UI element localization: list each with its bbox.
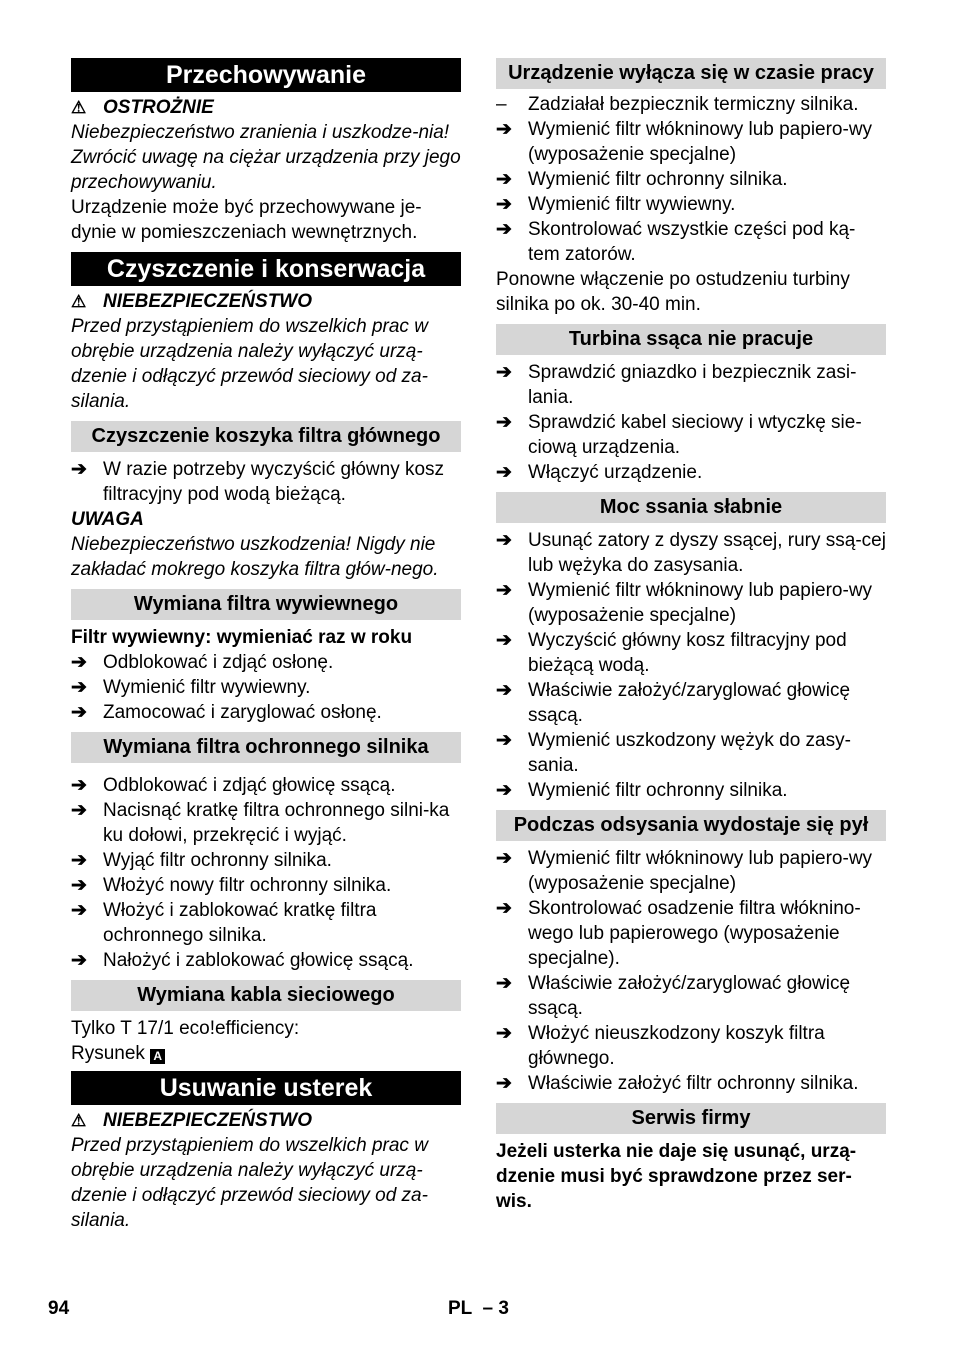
- list-item: ➔ Właściwie założyć/zaryglować głowicę ssącą.: [496, 973, 851, 1019]
- list-item: ➔ Wyczyścić główny kosz filtracyjny pod bieżącą wodą.: [496, 630, 847, 676]
- subsection-title-dust: Podczas odsysania wydostaje się pył: [496, 810, 886, 841]
- subsection-title-suction: Moc ssania słabnie: [496, 492, 886, 523]
- subsection-title-shutoff: Urządzenie wyłącza się w czasie pracy: [496, 58, 886, 89]
- exhaust-subtitle: Filtr wywiewny: wymieniać raz w roku: [71, 627, 413, 648]
- list-item: ➔ Wyjąć filtr ochronny silnika.: [71, 850, 332, 871]
- caution-text: Niebezpieczeństwo zranienia i uszkodze-nia! Zwrócić uwagę na ciężar urządzenia przy jego przechowywaniu.: [71, 122, 461, 193]
- list-item: ➔ Zamocować i zaryglować osłonę.: [71, 702, 382, 723]
- shutoff-text: Ponowne włączenie po ostudzeniu turbiny silnika po ok. 30-40 min.: [496, 269, 850, 315]
- arrow-icon: ➔: [71, 900, 87, 921]
- cable-line-1: Tylko T 17/1 eco!efficiency:: [71, 1018, 300, 1039]
- arrow-icon: ➔: [496, 462, 512, 483]
- arrow-icon: ➔: [496, 973, 512, 994]
- arrow-icon: ➔: [496, 219, 512, 240]
- section-title-storage: Przechowywanie: [71, 58, 461, 92]
- arrow-icon: ➔: [496, 730, 512, 751]
- list-item: ➔ Właściwie założyć/zaryglować głowicę ssącą.: [496, 680, 851, 726]
- warning-icon: ⚠: [71, 1111, 87, 1130]
- arrow-icon: ➔: [496, 194, 512, 215]
- subsection-title-motor-filter: Wymiana filtra ochronnego silnika: [71, 732, 461, 763]
- note-text: Niebezpieczeństwo uszkodzenia! Nigdy nie zakładać mokrego koszyka filtra głów-nego.: [71, 534, 439, 580]
- arrow-icon: ➔: [71, 459, 87, 480]
- list-item: ➔ Odblokować i zdjąć głowicę ssącą.: [71, 775, 396, 796]
- section-title-troubleshooting: Usuwanie usterek: [71, 1071, 461, 1105]
- list-item: ➔ Wymienić filtr włókninowy lub papiero-wy (wyposażenie specjalne): [496, 848, 873, 894]
- arrow-icon: ➔: [71, 702, 87, 723]
- arrow-icon: ➔: [496, 412, 512, 433]
- subsection-title-basket: Czyszczenie koszyka filtra głównego: [71, 421, 461, 452]
- arrow-icon: ➔: [496, 169, 512, 190]
- arrow-icon: ➔: [71, 775, 87, 796]
- list-item: ➔ Wymienić filtr włókninowy lub papiero-wy (wyposażenie specjalne): [496, 580, 873, 626]
- arrow-icon: ➔: [496, 119, 512, 140]
- danger-label: NIEBEZPIECZEŃSTWO: [103, 1110, 313, 1131]
- danger-text: Przed przystąpieniem do wszelkich prac w obrębie urządzenia należy wyłączyć urzą-dzenie i odłączyć przewód sieciowy od za-silania.: [71, 316, 428, 412]
- arrow-icon: ➔: [71, 677, 87, 698]
- warning-icon: ⚠: [71, 292, 87, 311]
- arrow-icon: ➔: [496, 898, 512, 919]
- list-item: ➔ Włożyć nieuszkodzony koszyk filtra głównego.: [496, 1023, 825, 1069]
- list-item: ➔ Sprawdzić gniazdko i bezpiecznik zasi-lania.: [496, 362, 857, 408]
- list-item: ➔ Usunąć zatory z dyszy ssącej, rury ssą-cej lub wężyka do zasysania.: [496, 530, 886, 576]
- warning-icon: ⚠: [71, 98, 87, 117]
- section-title-cleaning: Czyszczenie i konserwacja: [71, 252, 461, 286]
- list-item: ➔ Wymienić filtr ochronny silnika.: [496, 169, 788, 190]
- list-item: ➔ Odblokować i zdjąć osłonę.: [71, 652, 334, 673]
- right-column: [496, 58, 886, 1214]
- arrow-icon: ➔: [496, 780, 512, 801]
- arrow-icon: ➔: [496, 1073, 512, 1094]
- arrow-icon: ➔: [71, 950, 87, 971]
- caution-heading: [71, 95, 461, 120]
- cable-line-2: Rysunek A: [71, 1041, 461, 1066]
- language-page-label: PL – 3: [448, 1298, 509, 1319]
- arrow-icon: ➔: [496, 530, 512, 551]
- arrow-icon: ➔: [496, 362, 512, 383]
- subsection-title-cable: Wymiana kabla sieciowego: [71, 980, 461, 1011]
- list-item: ➔ Włożyć nowy filtr ochronny silnika.: [71, 875, 392, 896]
- arrow-icon: ➔: [496, 848, 512, 869]
- danger-label: NIEBEZPIECZEŃSTWO: [103, 291, 313, 312]
- note-label: UWAGA: [71, 509, 144, 530]
- list-item: ➔ Nałożyć i zablokować głowicę ssącą.: [71, 950, 414, 971]
- list-item: ➔ Wymienić uszkodzony wężyk do zasy-sania.: [496, 730, 851, 776]
- arrow-icon: ➔: [71, 875, 87, 896]
- list-item: ➔ W razie potrzeby wyczyścić główny kosz filtracyjny pod wodą bieżącą.: [71, 459, 445, 505]
- service-text: Jeżeli usterka nie daje się usunąć, urzą-dzenie musi być sprawdzone przez ser-wis.: [496, 1141, 857, 1212]
- arrow-icon: ➔: [71, 800, 87, 821]
- subsection-title-service: Serwis firmy: [496, 1103, 886, 1134]
- danger-heading: [71, 289, 461, 314]
- subsection-title-exhaust: Wymiana filtra wywiewnego: [71, 589, 461, 620]
- list-item: ➔ Wymienić filtr wywiewny.: [71, 677, 311, 698]
- list-item: ➔ Wymienić filtr ochronny silnika.: [496, 780, 788, 801]
- left-column: [71, 58, 461, 1233]
- page-number: 94: [48, 1298, 70, 1319]
- list-item: ➔ Włożyć i zablokować kratkę filtra ochronnego silnika.: [71, 900, 377, 946]
- list-item: – Zadziałał bezpiecznik termiczny silnika.: [496, 94, 859, 115]
- list-item: ➔ Skontrolować osadzenie filtra włóknino-wego lub papierowego (wyposażenie specjalne).: [496, 898, 861, 969]
- arrow-icon: ➔: [71, 652, 87, 673]
- list-item: ➔ Wymienić filtr wywiewny.: [496, 194, 736, 215]
- arrow-icon: ➔: [71, 850, 87, 871]
- arrow-icon: ➔: [496, 1023, 512, 1044]
- dash-icon: –: [496, 94, 507, 115]
- storage-text: Urządzenie może być przechowywane je-dynie w pomieszczeniach wewnętrznych.: [71, 197, 422, 243]
- figure-a-icon: A: [150, 1049, 165, 1064]
- list-item: ➔ Wymienić filtr włókninowy lub papiero-wy (wyposażenie specjalne): [496, 119, 873, 165]
- subsection-title-turbine: Turbina ssąca nie pracuje: [496, 324, 886, 355]
- arrow-icon: ➔: [496, 630, 512, 651]
- caution-label: OSTROŻNIE: [103, 97, 214, 118]
- list-item: ➔ Nacisnąć kratkę filtra ochronnego silni-ka ku dołowi, przekręcić i wyjąć.: [71, 800, 450, 846]
- arrow-icon: ➔: [496, 580, 512, 601]
- danger-heading: [71, 1108, 461, 1133]
- arrow-icon: ➔: [496, 680, 512, 701]
- list-item: ➔ Skontrolować wszystkie części pod ką-tem zatorów.: [496, 219, 856, 265]
- danger-text: Przed przystąpieniem do wszelkich prac w obrębie urządzenia należy wyłączyć urzą-dzenie i odłączyć przewód sieciowy od za-silania.: [71, 1135, 428, 1231]
- list-item: ➔ Włączyć urządzenie.: [496, 462, 703, 483]
- list-item: ➔ Właściwie założyć filtr ochronny silnika.: [496, 1073, 859, 1094]
- list-item: ➔ Sprawdzić kabel sieciowy i wtyczkę sie-ciową urządzenia.: [496, 412, 862, 458]
